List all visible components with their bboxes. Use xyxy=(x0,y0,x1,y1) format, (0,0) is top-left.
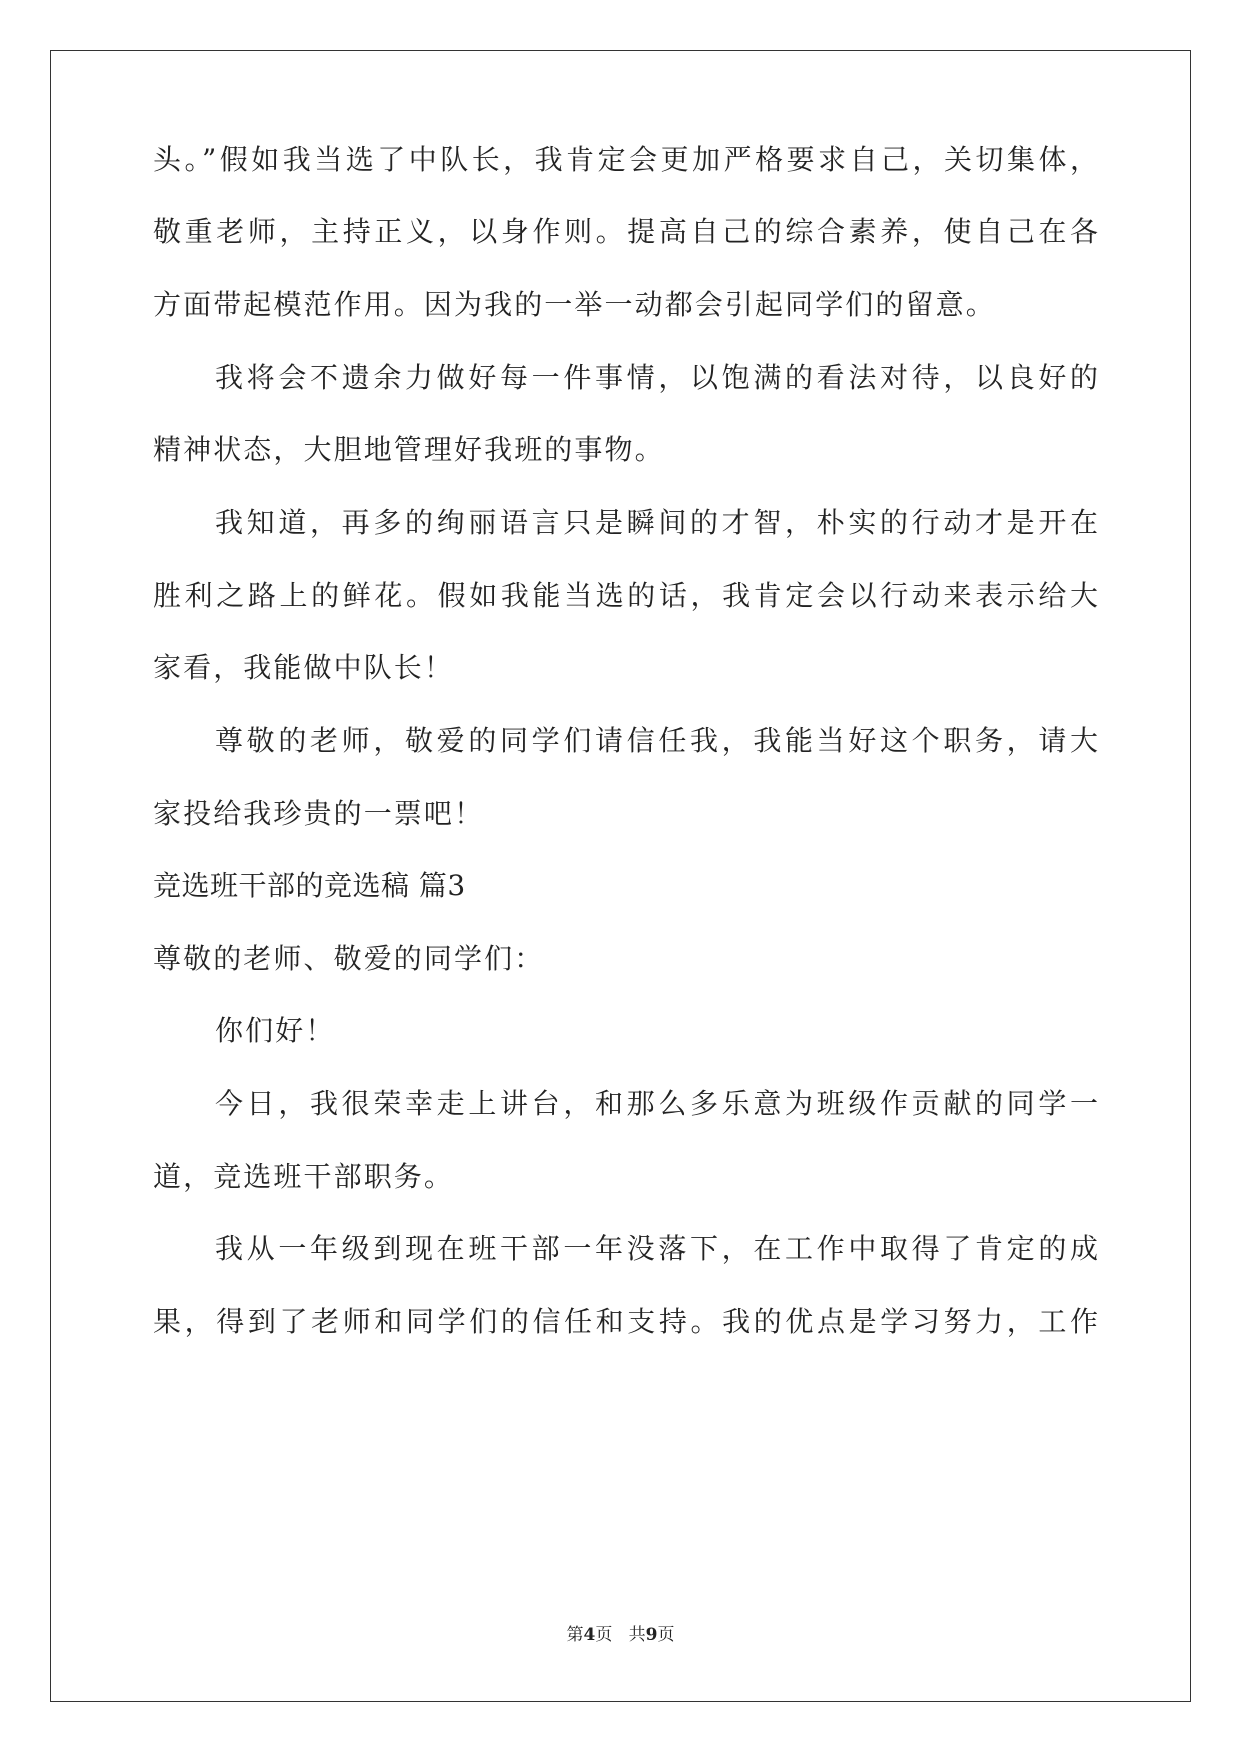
paragraph-line: 家投给我珍贵的一票吧！ xyxy=(153,797,485,830)
paragraph-line: 果，得到了老师和同学们的信任和支持。我的优点是学习努力，工作 xyxy=(153,1305,1098,1338)
paragraph-line: 方面带起模范作用。因为我的一举一动都会引起同学们的留意。 xyxy=(153,288,996,321)
section-heading: 竞选班干部的竞选稿 篇3 xyxy=(153,869,466,902)
page-label-suffix: 页 xyxy=(595,1625,613,1645)
total-label-suffix: 页 xyxy=(657,1625,675,1645)
paragraph-line: 我将会不遗余力做好每一件事情，以饱满的看法对待，以良好的 xyxy=(215,361,1098,394)
paragraph-line: 尊敬的老师，敬爱的同学们请信任我，我能当好这个职务，请大 xyxy=(215,724,1098,757)
paragraph-line: 我知道，再多的绚丽语言只是瞬间的才智，朴实的行动才是开在 xyxy=(215,506,1098,539)
paragraph-line: 头。”假如我当选了中队长，我肯定会更加严格要求自己，关切集体， xyxy=(153,143,1098,176)
total-label-prefix: 共 xyxy=(628,1625,646,1645)
total-pages: 9 xyxy=(645,1625,658,1645)
paragraph-line: 我从一年级到现在班干部一年没落下，在工作中取得了肯定的成 xyxy=(215,1232,1098,1265)
paragraph-line: 道，竞选班干部职务。 xyxy=(153,1160,455,1193)
greeting: 你们好！ xyxy=(215,1014,336,1047)
paragraph-line: 今日，我很荣幸走上讲台，和那么多乐意为班级作贡献的同学一 xyxy=(215,1087,1098,1120)
paragraph-line: 精神状态，大胆地管理好我班的事物。 xyxy=(153,433,665,466)
salutation: 尊敬的老师、敬爱的同学们： xyxy=(153,942,545,975)
paragraph-line: 胜利之路上的鲜花。假如我能当选的话，我肯定会以行动来表示给大 xyxy=(153,579,1098,612)
page-footer xyxy=(0,1620,1241,1645)
paragraph-line: 家看，我能做中队长！ xyxy=(153,651,455,684)
page-number: 4 xyxy=(583,1625,596,1645)
page-label-prefix: 第 xyxy=(566,1625,584,1645)
paragraph-line: 敬重老师，主持正义，以身作则。提高自己的综合素养，使自己在各 xyxy=(153,215,1098,248)
